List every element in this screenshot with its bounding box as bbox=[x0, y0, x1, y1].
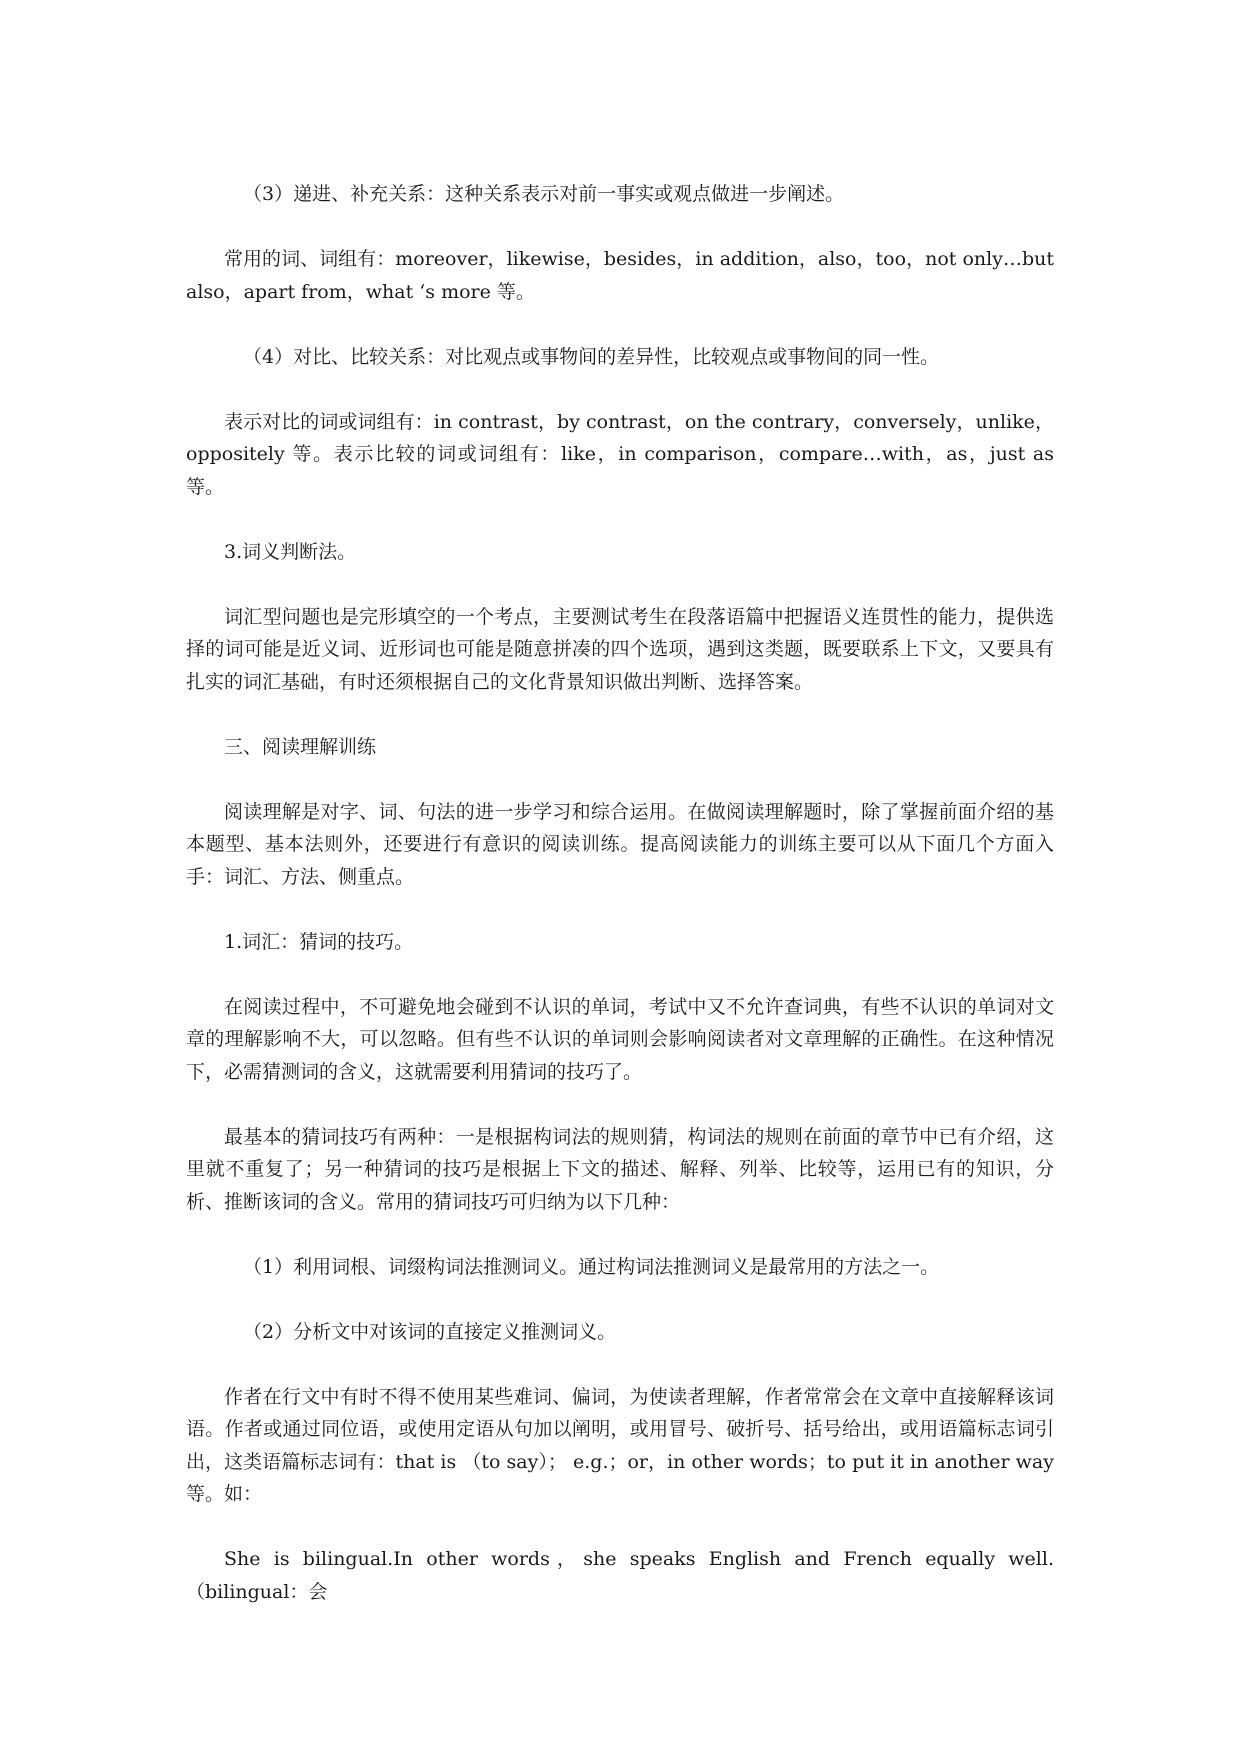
section-heading-reading-comprehension: 三、阅读理解训练 bbox=[224, 735, 377, 758]
paragraph-example-bilingual: She is bilingual.In other words，she speaks English and French equally well.（bilingual：会 bbox=[186, 1548, 1054, 1603]
paragraph-direct-definition: 作者在行文中有时不得不使用某些难词、偏词，为使读者理解，作者常常会在文章中直接解释该词语。作者或通过同位语，或使用定语从句加以阐明，或用冒号、破折号、括号给出，或用语篇标志词引出，这类语篇标志词有：that is （to say）； e.g.；or，in other words；to put it in another way 等。如： bbox=[186, 1385, 1054, 1505]
paragraph-technique-1: （1）利用词根、词缀构词法推测词义。通过构词法推测词义是最常用的方法之一。 bbox=[243, 1255, 940, 1278]
document-page bbox=[186, 178, 1054, 1608]
paragraph-reading-intro: 阅读理解是对字、词、句法的进一步学习和综合运用。在做阅读理解题时，除了掌握前面介绍的基本题型、基本法则外，还要进行有意识的阅读训练。提高阅读能力的训练主要可以从下面几个方面入手：词汇、方法、侧重点。 bbox=[186, 800, 1054, 888]
paragraph-vocabulary-questions: 词汇型问题也是完形填空的一个考点，主要测试考生在段落语篇中把握语义连贯性的能力，提供选择的词可能是近义词、近形词也可能是随意拼凑的四个选项，遇到这类题，既要联系上下文，又要具有扎实的词汇基础，有时还须根据自己的文化背景知识做出判断、选择答案。 bbox=[186, 605, 1054, 693]
paragraph-guessing-techniques: 最基本的猜词技巧有两种：一是根据构词法的规则猜，构词法的规则在前面的章节中已有介绍，这里就不重复了；另一种猜词的技巧是根据上下文的描述、解释、列举、比较等，运用已有的知识，分析、推断该词的含义。常用的猜词技巧可归纳为以下几种： bbox=[186, 1125, 1054, 1213]
heading-vocabulary-guessing: 1.词汇：猜词的技巧。 bbox=[224, 930, 414, 953]
paragraph-progressive-words: 常用的词、词组有：moreover，likewise，besides，in addition，also，too，not only…but also，apart from，what ‘s more 等。 bbox=[186, 248, 1054, 303]
heading-word-meaning-method: 3.词义判断法。 bbox=[224, 540, 357, 563]
paragraph-technique-2: （2）分析文中对该词的直接定义推测词义。 bbox=[243, 1320, 617, 1343]
paragraph-contrast-words: 表示对比的词或词组有：in contrast，by contrast，on the contrary，conversely，unlike，oppositely 等。表示比较的词或词组有：like，in comparison，compare…with，as，just as 等。 bbox=[186, 410, 1054, 498]
paragraph-contrast-relation: （4）对比、比较关系：对比观点或事物间的差异性，比较观点或事物间的同一性。 bbox=[243, 345, 940, 368]
paragraph-progressive-relation: （3）递进、补充关系：这种关系表示对前一事实或观点做进一步阐述。 bbox=[243, 183, 845, 205]
paragraph-unknown-words: 在阅读过程中，不可避免地会碰到不认识的单词，考试中又不允许查词典，有些不认识的单词对文章的理解影响不大，可以忽略。但有些不认识的单词则会影响阅读者对文章理解的正确性。在这种情况下，必需猜测词的含义，这就需要利用猜词的技巧了。 bbox=[186, 995, 1054, 1083]
